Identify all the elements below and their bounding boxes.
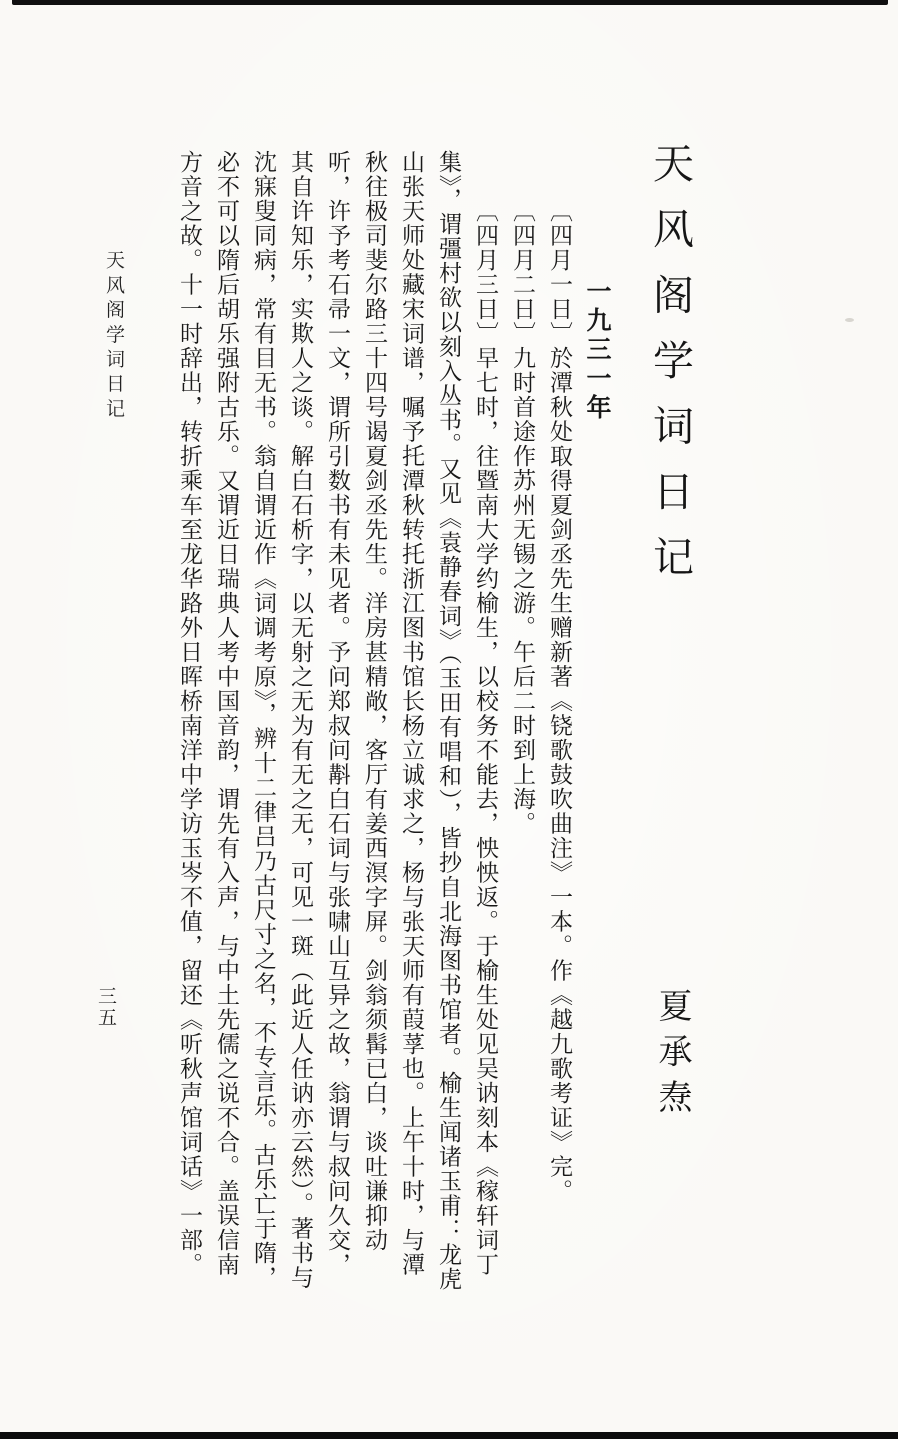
page-number: 三五 (95, 986, 116, 1029)
author-name: 夏承焘 (653, 988, 690, 1125)
entry-text: 早七时，往暨南大学约榆生，以校务不能去，怏怏返。于榆生处见吴讷刻本《稼轩词丁集》，谓彊村欲以刻入丛书。又见《袁静春词》（玉田有唱和），皆抄自北海图书馆者。榆生闻诸玉甫：龙虎山张天师处藏宋词谱，嘱予托潭秋转托浙江图书馆长杨立诚求之，杨与张天师有葭莩也。上午十时，与潭秋往极司斐尔路三十四号谒夏剑丞先生。洋房甚精敞，客厅有姜西溟字屏。剑翁须髯已白，谈吐谦抑动听，许予考石帚一文，谓所引数书有未见者。予问郑叔问斠白石词与张啸山互异之故，翁谓与叔问久交，其自许知乐，实欺人之谈。解白石析字，以无射之无为有无之无，可见一斑（此近人任讷亦云然）。著书与沈寐叟同病，常有目无书。翁自谓近作《词调考原》，辨十二律吕乃古尺寸之名，不专言乐。古乐亡于隋，必不可以隋后胡乐强附古乐。又谓近日瑞典人考中国音韵，谓先有入声，与中土先儒之说不合。盖误信南方音之故。十一时辞出，转折乘车至龙华路外日晖桥南洋中学访玉岑不值，留还《听秋声馆词话》一部。 (177, 150, 498, 1292)
diary-entry (541, 150, 578, 1292)
entry-text: 於潭秋处取得夏剑丞先生赠新著《铙歌鼓吹曲注》一本。作《越九歌考证》完。 (547, 346, 572, 1204)
year-heading: 一九三一年 (583, 277, 610, 423)
entry-text: 九时首途作苏州无锡之游。午后二时到上海。 (510, 346, 535, 837)
scan-speck (845, 318, 854, 322)
spine-running-title: 天风阁学词日记 (103, 250, 124, 423)
book-title: 天风阁学词日记 (647, 142, 693, 602)
scan-edge-top-line (12, 0, 888, 5)
scan-edge-bottom-line (0, 1432, 898, 1439)
diary-entry (504, 150, 541, 1292)
entry-date: 〔四月三日〕 (473, 199, 498, 347)
entry-date: 〔四月二日〕 (510, 199, 535, 347)
diary-body (133, 150, 615, 1292)
entry-date: 〔四月一日〕 (547, 199, 572, 347)
diary-entry (171, 150, 504, 1292)
